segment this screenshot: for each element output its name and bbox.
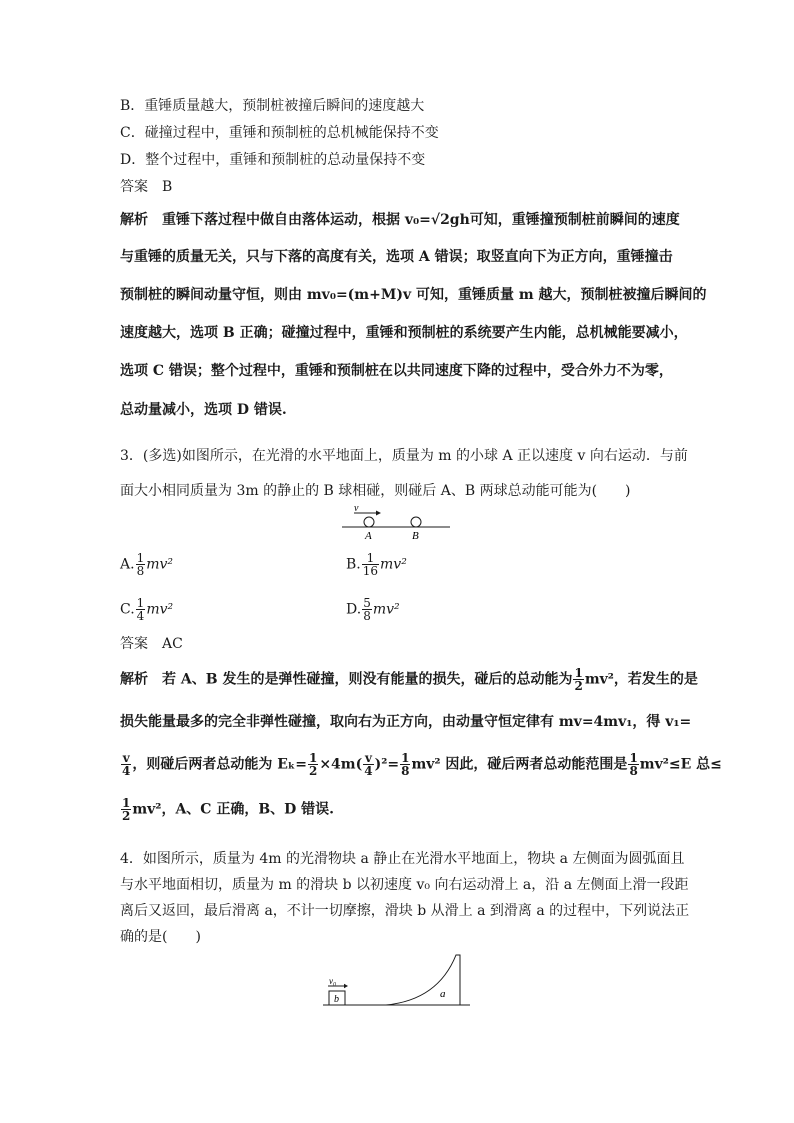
q3-answer: 答案 AC — [120, 636, 183, 652]
fraction-denominator: 2 — [308, 764, 318, 778]
q2-option-d: D．整个过程中，重锤和预制桩的总动量保持不变 — [120, 152, 426, 168]
velocity-arrowhead — [344, 984, 348, 988]
q3-option-a — [120, 552, 173, 577]
fraction-denominator: 8 — [401, 764, 410, 778]
option-fraction — [362, 597, 372, 622]
q3-option-d — [346, 597, 400, 622]
fraction-denominator: 16 — [362, 564, 379, 578]
fraction-denominator: 4 — [122, 764, 131, 778]
option-fraction — [362, 552, 379, 577]
analysis-fraction — [628, 752, 638, 777]
ball-b — [411, 517, 421, 527]
option-fraction — [136, 552, 146, 577]
q3-option-c — [120, 597, 173, 622]
analysis-text: mv²，若发生的是 — [584, 671, 698, 688]
q3-stem-line-1: 3．(多选)如图所示，在光滑的水平地面上，质量为 m 的小球 A 正以速度 v 向右运动．与前 — [120, 448, 688, 464]
velocity-label: v — [354, 505, 359, 514]
option-letter: C. — [120, 601, 135, 618]
analysis-fraction — [400, 752, 410, 777]
q2-analysis-line-6: 总动量减小，选项 D 错误. — [120, 402, 287, 418]
q4-stem-line-2: 与水平地面相切，质量为 m 的滑块 b 以初速度 v₀ 向右运动滑上 a，沿 a 左侧面上滑一段距 — [120, 877, 689, 893]
option-letter: D. — [346, 601, 362, 618]
analysis-fraction — [363, 752, 373, 777]
analysis-fraction — [121, 797, 131, 822]
q2-analysis-line-1: 解析 重锤下落过程中做自由落体运动，根据 v₀=√2gh可知，重锤撞预制桩前瞬间的速度 — [120, 212, 680, 228]
q4-stem-line-4: 确的是( ) — [120, 929, 201, 945]
q4-stem-line-1: 4．如图所示，质量为 4m 的光滑物块 a 静止在光滑水平地面上，物块 a 左侧面为圆弧面且 — [120, 851, 685, 867]
fraction-denominator: 4 — [136, 609, 145, 623]
option-letter: A. — [120, 556, 135, 573]
q2-analysis-line-2: 与重锤的质量无关，只与下落的高度有关，选项 A 错误；取竖直向下为正方向，重锤撞击 — [120, 249, 673, 265]
analysis-text: )²= — [374, 756, 400, 773]
block-a-curved-face — [386, 955, 460, 1005]
ball-a-label: A — [365, 530, 372, 542]
analysis-text: mv²，A、C 正确，B、D 错误. — [132, 801, 335, 818]
option-expression: mv² — [372, 601, 400, 618]
fraction-numerator: 1 — [574, 666, 583, 680]
q3-option-b — [346, 552, 407, 577]
velocity-arrowhead — [376, 511, 381, 516]
velocity-label: v₀ — [329, 976, 337, 986]
fraction-numerator: 1 — [308, 751, 318, 765]
fraction-denominator: 8 — [363, 609, 371, 623]
fraction-denominator: 2 — [122, 809, 131, 823]
q3-analysis-line-4 — [120, 797, 674, 822]
fraction-numerator: 1 — [136, 596, 145, 610]
q2-analysis-line-3: 预制桩的瞬间动量守恒，则由 mv₀=(m+M)v 可知，重锤质量 m 越大，预制桩被撞后瞬间的 — [120, 287, 707, 303]
fraction-denominator: 4 — [364, 764, 373, 778]
analysis-text: mv² 因此，碰后两者总动能范围是 — [411, 756, 628, 773]
q3-analysis-line-3 — [120, 751, 722, 778]
option-letter: B. — [346, 556, 361, 573]
q2-analysis-line-4: 速度越大，选项 B 正确；碰撞过程中，重锤和预制桩的系统要产生内能，总机械能要减小， — [120, 325, 688, 341]
fraction-numerator: 1 — [401, 751, 410, 765]
block-a-label: a — [440, 988, 446, 1000]
analysis-fraction — [573, 667, 583, 692]
q3-analysis-line-1 — [120, 666, 698, 693]
q2-analysis-line-5: 选项 C 错误；整个过程中，重锤和预制桩在以共同速度下降的过程中，受合外力不为零， — [120, 363, 673, 379]
option-expression: mv² — [146, 556, 173, 573]
fraction-numerator: 1 — [136, 551, 145, 565]
q3-stem-line-2: 面大小相同质量为 3m 的静止的 B 球相碰，则碰后 A、B 两球总动能可能为( ) — [120, 483, 631, 499]
q2-answer: 答案 B — [120, 179, 173, 195]
q4-stem-line-3: 离后又返回，最后滑离 a，不计一切摩擦，滑块 b 从滑上 a 到滑离 a 的过程中，下列说法正 — [120, 903, 690, 919]
option-expression: mv² — [146, 601, 174, 618]
fraction-numerator: 1 — [362, 552, 379, 565]
q3-analysis-line-2: 损失能量最多的完全非弹性碰撞，取向右为正方向，由动量守恒定律有 mv=4mv₁，得 v₁= — [120, 714, 692, 730]
q2-option-b: B．重锤质量越大，预制桩被撞后瞬间的速度越大 — [120, 98, 425, 114]
fraction-denominator: 8 — [629, 764, 638, 778]
q3-collision-figure — [340, 505, 455, 543]
fraction-numerator: v — [122, 751, 130, 765]
analysis-fraction — [308, 752, 318, 777]
ball-a — [364, 517, 374, 527]
fraction-denominator: 2 — [574, 679, 583, 693]
analysis-fraction — [121, 752, 131, 777]
fraction-numerator: 1 — [629, 751, 638, 765]
analysis-text: mv²≤E 总≤ — [639, 756, 722, 773]
fraction-numerator: 5 — [363, 596, 371, 610]
analysis-text: ，则碰后两者总动能为 Eₖ= — [132, 756, 307, 773]
fraction-denominator: 8 — [136, 564, 145, 578]
analysis-text: 解析 若 A、B 发生的是弹性碰撞，则没有能量的损失，碰后的总动能为 — [120, 671, 573, 688]
option-expression: mv² — [380, 556, 407, 573]
ball-b-label: B — [412, 530, 419, 542]
q2-option-c: C．碰撞过程中，重锤和预制桩的总机械能保持不变 — [120, 125, 439, 141]
fraction-numerator: v — [364, 751, 372, 765]
option-fraction — [136, 597, 146, 622]
q4-slider-figure — [320, 950, 476, 1012]
slider-b-label: b — [334, 994, 339, 1005]
fraction-numerator: 1 — [122, 796, 131, 810]
analysis-text: ×4m( — [319, 756, 363, 773]
